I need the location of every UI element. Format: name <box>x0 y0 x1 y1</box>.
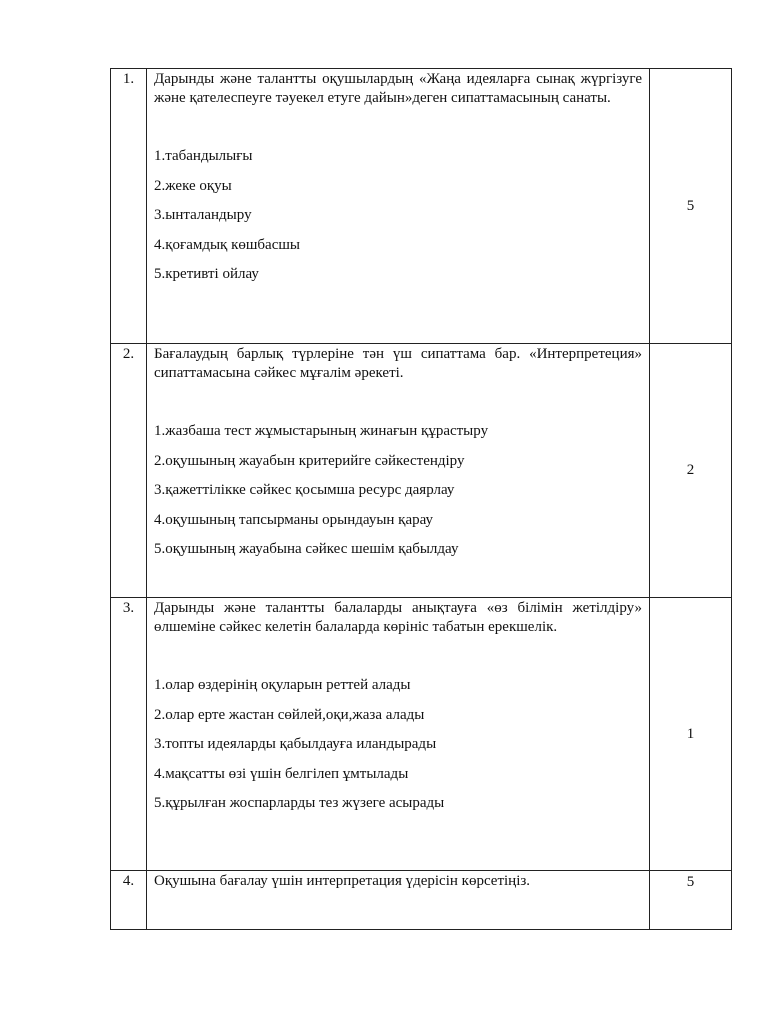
question-number: 3. <box>111 598 147 871</box>
option-item: 3.топты идеяларды қабылдауға иландырады <box>154 736 437 752</box>
question-cell <box>147 69 650 344</box>
option-item: 4.оқушының тапсырманы орындауын қарау <box>154 511 434 528</box>
option-item: 1.табандылығы <box>154 148 253 164</box>
question-number: 1. <box>111 69 147 344</box>
option-item: 5.құрылған жоспарларды тез жүзеге асырады <box>154 795 445 811</box>
table-row <box>111 598 732 871</box>
question-cell <box>147 344 650 598</box>
option-item: 4.мақсатты өзі үшін белгілеп ұмтылады <box>154 765 409 782</box>
option-item: 2.жеке оқуы <box>154 177 232 194</box>
option-item: 1.жазбаша тест жұмыстарының жинағын құрастыру <box>154 423 489 439</box>
option-item: 5.оқушының жауабына сәйкес шешім қабылдау <box>154 541 459 557</box>
question-number: 4. <box>111 871 147 930</box>
options-list <box>154 422 642 570</box>
table-row <box>111 344 732 598</box>
option-item: 2.оқушының жауабын критерийге сәйкестендіру <box>154 452 465 469</box>
answer-cell: 5 <box>650 871 732 930</box>
table-row <box>111 69 732 344</box>
questions-table <box>110 68 732 930</box>
question-text: Дарынды және талантты оқушылардың «Жаңа идеяларға сынақ жүргізуге және қателеспеуге тәуекел етуге дайын»деген сипаттамасының санаты. <box>154 71 642 106</box>
question-text: Дарынды және талантты балаларды анықтауға «өз білімін жетілдіру» өлшеміне сәйкес келетін балаларда көрініс табатын ерекшелік. <box>154 600 642 635</box>
question-text: Бағалаудың барлық түрлеріне тән үш сипаттама бар. «Интерпретеция» сипаттамасына сәйкес мұғалім әрекеті. <box>154 346 642 381</box>
question-number: 2. <box>111 344 147 598</box>
option-item: 5.кретивті ойлау <box>154 266 259 282</box>
question-cell <box>147 871 650 930</box>
answer-cell: 1 <box>650 598 732 871</box>
options-list <box>154 147 642 295</box>
answer-cell: 2 <box>650 344 732 598</box>
table-row <box>111 871 732 930</box>
question-text: Оқушына бағалау үшін интерпретация үдерісін көрсетіңіз. <box>154 873 531 889</box>
option-item: 3.ынталандыру <box>154 207 252 223</box>
answer-cell: 5 <box>650 69 732 344</box>
question-cell <box>147 598 650 871</box>
option-item: 3.қажеттілікке сәйкес қосымша ресурс даярлау <box>154 482 455 498</box>
option-item: 2.олар ерте жастан сөйлей,оқи,жаза алады <box>154 706 425 723</box>
option-item: 1.олар өздерінің оқуларын реттей алады <box>154 677 411 693</box>
option-item: 4.қоғамдық көшбасшы <box>154 236 301 253</box>
options-list <box>154 676 642 824</box>
